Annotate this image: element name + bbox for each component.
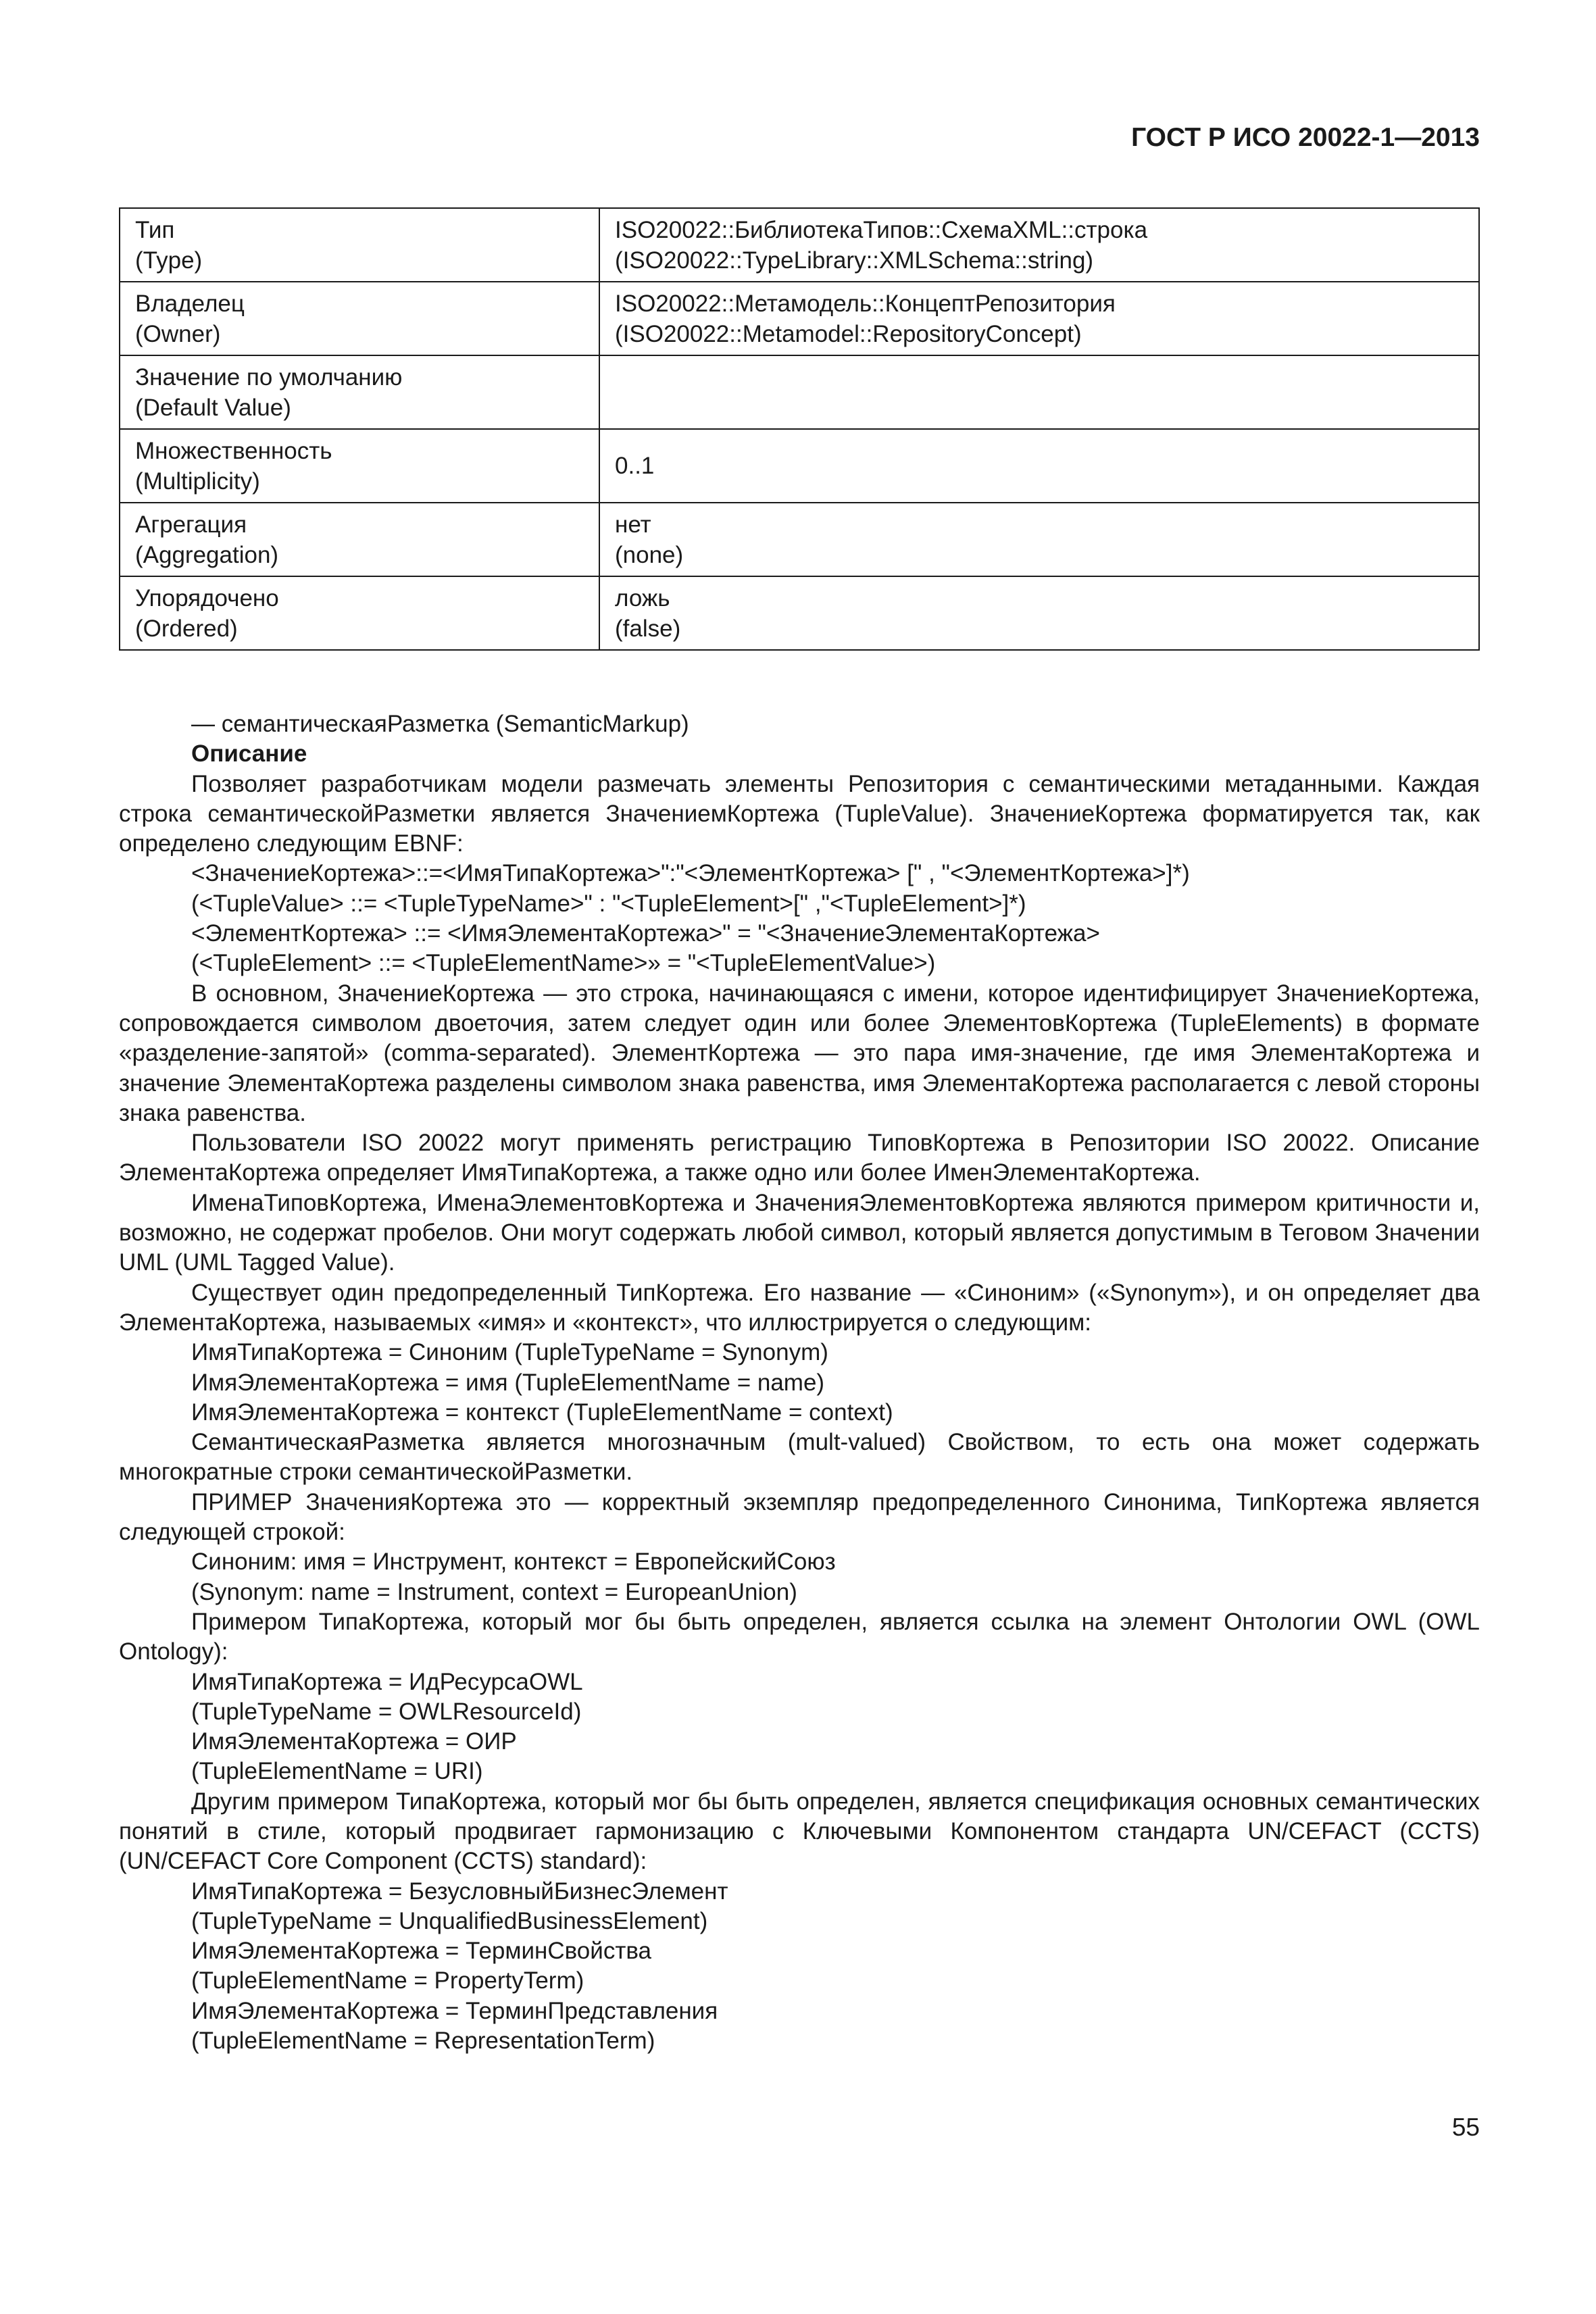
example-line: ИмяТипаКортежа = ИдРесурсаOWL bbox=[191, 1668, 583, 1695]
paragraph: Примером ТипаКортежа, который мог бы быть определен, является ссылка на элемент Онтологии OWL (OWL Ontology): bbox=[119, 1608, 1480, 1665]
table-cell-value bbox=[599, 355, 1479, 429]
table-cell-label: Агрегация (Aggregation) bbox=[120, 503, 599, 576]
paragraph: СемантическаяРазметка является многозначным (mult-valued) Свойством, то есть она может содержать многократные строки семантическойРазметки. bbox=[119, 1429, 1480, 1486]
item-title: — семантическаяРазметка (SemanticMarkup) bbox=[191, 711, 689, 737]
paragraph: ИменаТиповКортежа, ИменаЭлементовКортежа и ЗначенияЭлементовКортежа являются примером критичности и, возможно, не содержат пробелов. Они могут содержать любой символ, который является допустимым в Теговом Значении UML (UML Tagged Value). bbox=[119, 1189, 1480, 1276]
ebnf-line: (<TupleElement> ::= <TupleElementName>» = "<TupleElementValue>) bbox=[191, 950, 936, 977]
example-line: ИмяЭлементаКортежа = ТерминСвойства bbox=[191, 1938, 652, 1965]
ebnf-line: <ЭлементКортежа> ::= <ИмяЭлементаКортежа>" = "<ЗначениеЭлементаКортежа> bbox=[191, 920, 1100, 947]
paragraph: В основном, ЗначениеКортежа — это строка, начинающаяся с имени, которое идентифицирует ЗначениеКортежа, сопровождается символом двоеточия, затем следует один или более ЭлементовКортежа (TupleElements) в формате «разделение-запятой» (comma-separated). ЭлементКортежа — это пара имя-значение, где имя ЭлементаКортежа и значение ЭлементаКортежа разделены символом знака равенства, имя ЭлементаКортежа располагается с левой стороны знака равенства. bbox=[119, 980, 1480, 1126]
table-row bbox=[120, 576, 1479, 650]
table-row bbox=[120, 429, 1479, 503]
table-cell-label: Владелец (Owner) bbox=[120, 282, 599, 355]
table-cell-value: 0..1 bbox=[599, 429, 1479, 503]
properties-table bbox=[119, 207, 1480, 651]
example-line: ИмяТипаКортежа = Синоним (TupleTypeName = Synonym) bbox=[191, 1339, 828, 1366]
table-cell-value: ISO20022::Метамодель::КонцептРепозитория (ISO20022::Metamodel::RepositoryConcept) bbox=[599, 282, 1479, 355]
example-line: (TupleTypeName = OWLResourceId) bbox=[191, 1698, 582, 1725]
table-row bbox=[120, 282, 1479, 355]
paragraph: Другим примером ТипаКортежа, который мог бы быть определен, является спецификация основных семантических понятий в стиле, который продвигает гармонизацию с Ключевыми Компонентом стандарта UN/CEFACT (CCTS) (UN/CEFACT Core Component (CCTS) standard): bbox=[119, 1788, 1480, 1875]
paragraph: Пользователи ISO 20022 могут применять регистрацию ТиповКортежа в Репозитории ISO 20022. Описание ЭлементаКортежа определяет ИмяТипаКортежа, а также одно или более ИменЭлементаКортежа. bbox=[119, 1130, 1480, 1186]
ebnf-line: (<TupleValue> ::= <TupleTypeName>" : "<TupleElement>[" ,"<TupleElement>]*) bbox=[191, 890, 1026, 917]
example-line: ИмяЭлементаКортежа = ОИР bbox=[191, 1728, 517, 1755]
table-cell-label: Упорядочено (Ordered) bbox=[120, 576, 599, 650]
table-row bbox=[120, 355, 1479, 429]
example-line: ИмяЭлементаКортежа = имя (TupleElementName = name) bbox=[191, 1369, 825, 1396]
table-cell-value: нет (none) bbox=[599, 503, 1479, 576]
ebnf-line: <ЗначениеКортежа>::=<ИмяТипаКортежа>":"<ЭлементКортежа> [" , "<ЭлементКортежа>]*) bbox=[191, 860, 1190, 887]
example-line: ИмяТипаКортежа = БезусловныйБизнесЭлемент bbox=[191, 1878, 728, 1905]
table-row bbox=[120, 503, 1479, 576]
page-number: 55 bbox=[1451, 2113, 1480, 2141]
example-line: Синоним: имя = Инструмент, контекст = ЕвропейскийСоюз bbox=[191, 1549, 836, 1576]
example-line: (TupleElementName = RepresentationTerm) bbox=[191, 2028, 655, 2055]
table-cell-label: Значение по умолчанию (Default Value) bbox=[120, 355, 599, 429]
example-line: ИмяЭлементаКортежа = контекст (TupleElementName = context) bbox=[191, 1399, 893, 1426]
description-heading: Описание bbox=[191, 740, 307, 768]
example-paragraph: ПРИМЕР ЗначенияКортежа это — корректный экземпляр предопределенного Синонима, ТипКортежа является следующей строкой: bbox=[119, 1488, 1480, 1546]
example-line: (TupleElementName = URI) bbox=[191, 1758, 483, 1785]
paragraph: Позволяет разработчикам модели размечать элементы Репозитория с семантическими метаданными. Каждая строка семантическойРазметки является ЗначениемКортежа (TupleValue). ЗначениеКортежа форматируется так, как определено следующим EBNF: bbox=[119, 770, 1480, 857]
document-body bbox=[119, 709, 1480, 2056]
table-cell-label: Множественность (Multiplicity) bbox=[120, 429, 599, 503]
example-line: (TupleElementName = PropertyTerm) bbox=[191, 1967, 584, 1994]
table-cell-label: Тип (Type) bbox=[120, 208, 599, 282]
example-line: ИмяЭлементаКортежа = ТерминПредставления bbox=[191, 1997, 718, 2024]
example-line: (TupleTypeName = UnqualifiedBusinessElement) bbox=[191, 1907, 708, 1934]
table-row bbox=[120, 208, 1479, 282]
document-header: ГОСТ Р ИСО 20022-1—2013 bbox=[1131, 123, 1480, 152]
table-cell-value: ложь (false) bbox=[599, 576, 1479, 650]
table-cell-value: ISO20022::БиблиотекаТипов::СхемаXML::строка (ISO20022::TypeLibrary::XMLSchema::string) bbox=[599, 208, 1479, 282]
example-line: (Synonym: name = Instrument, context = EuropeanUnion) bbox=[191, 1578, 797, 1605]
paragraph: Существует один предопределенный ТипКортежа. Его название — «Синоним» («Synonym»), и он определяет два ЭлементаКортежа, называемых «имя» и «контекст», что иллюстрируется о следующим: bbox=[119, 1279, 1480, 1336]
